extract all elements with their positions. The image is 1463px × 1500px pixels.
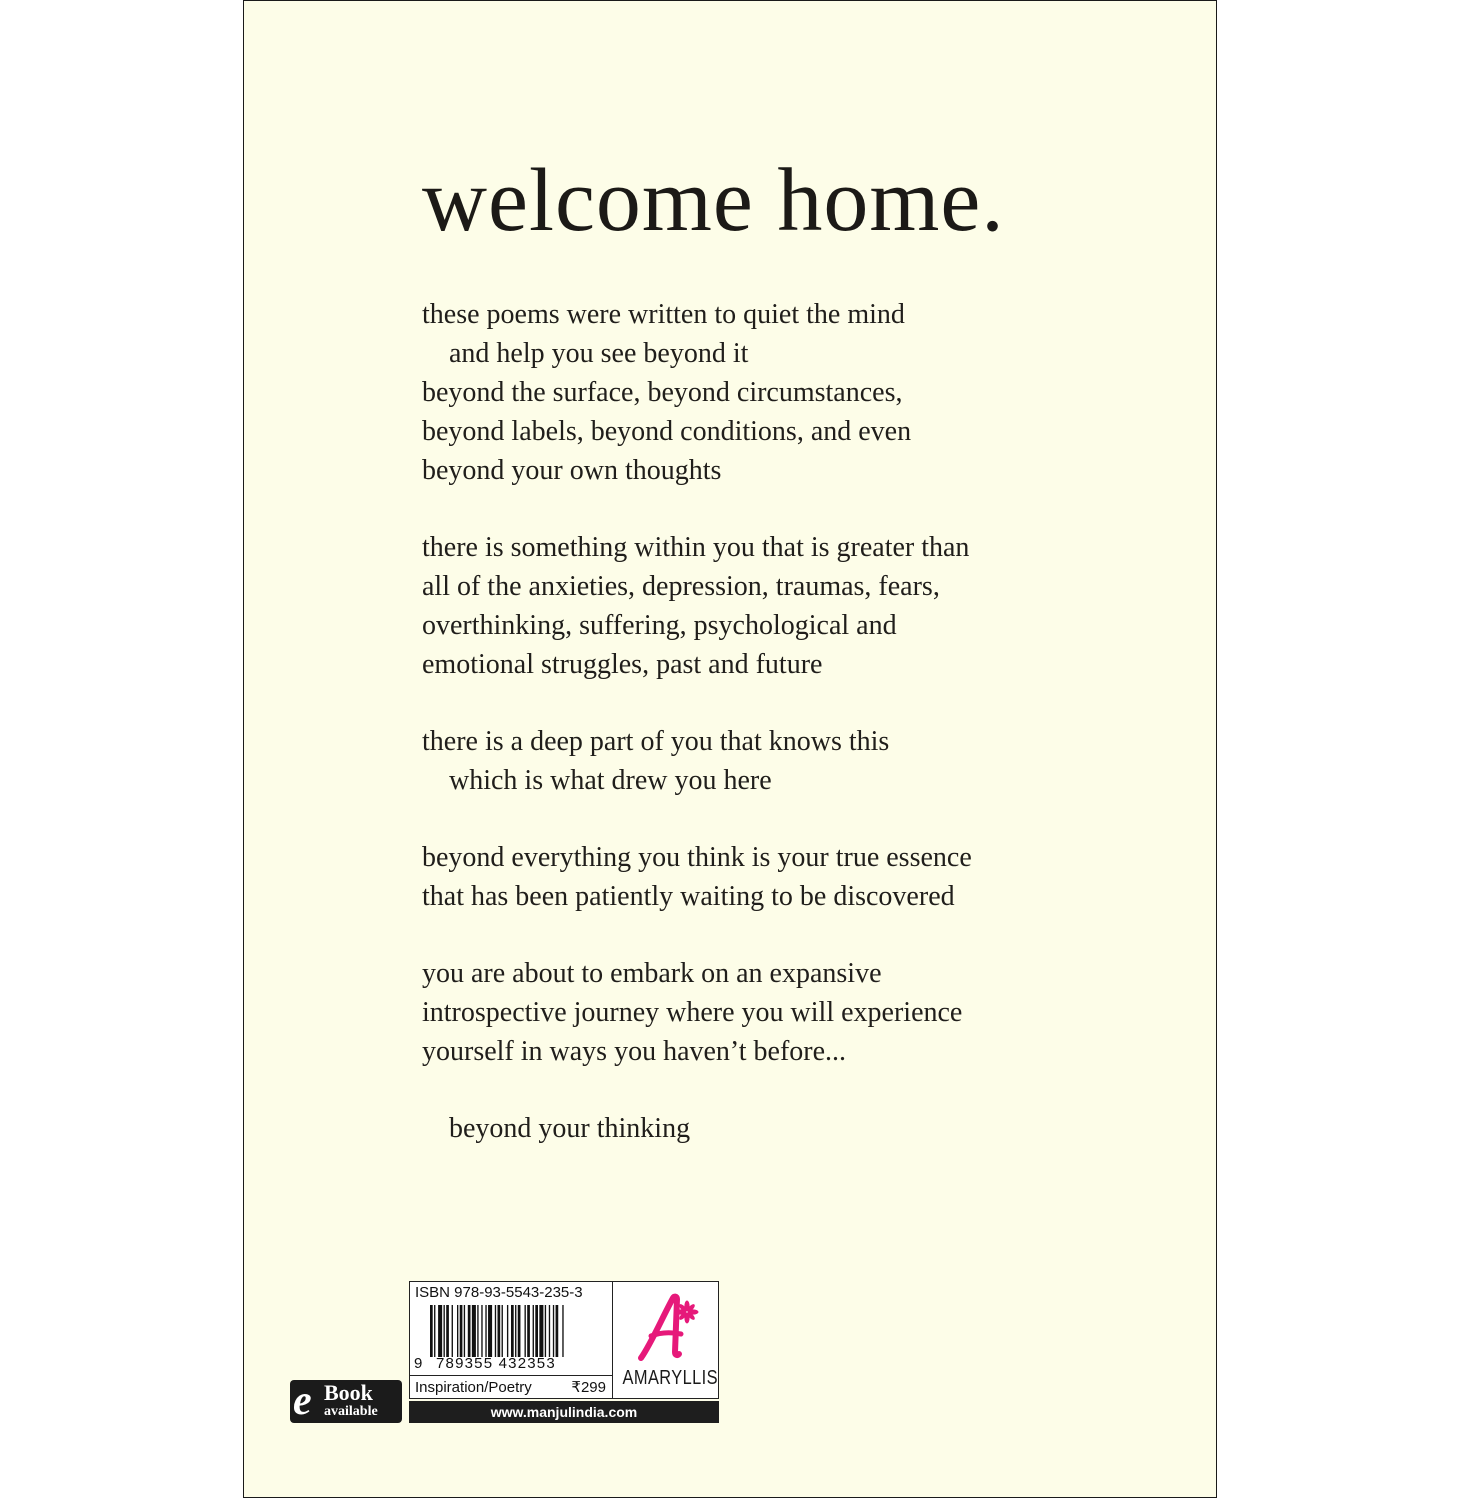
ebook-word: Book: [324, 1380, 373, 1405]
poem-line: emotional struggles, past and future: [422, 649, 823, 680]
ebook-subtitle: available: [324, 1404, 378, 1419]
poem-stanza: [422, 528, 1042, 684]
poem-line: overthinking, suffering, psychological and: [422, 610, 897, 641]
publisher-website: www.manjulindia.com: [409, 1401, 719, 1423]
poem-line: beyond the surface, beyond circumstances,: [422, 377, 903, 408]
poem-line: these poems were written to quiet the mind: [422, 299, 905, 330]
poem-line: which is what drew you here: [449, 765, 772, 796]
poem-line: you are about to embark on an expansive: [422, 958, 882, 989]
barcode-lead-digit: 9: [414, 1355, 423, 1372]
barcode-digits: 789355 432353: [436, 1355, 556, 1372]
amaryllis-logo-icon: [633, 1292, 699, 1362]
publisher-logo-panel: [613, 1281, 719, 1399]
poem-stanza: [422, 1109, 1042, 1148]
poem-line: beyond labels, beyond conditions, and even: [422, 416, 912, 447]
divider: [410, 1375, 612, 1376]
book-price: ₹299: [571, 1379, 606, 1396]
barcode-icon: [430, 1305, 608, 1357]
poem-line: introspective journey where you will experience: [422, 997, 963, 1028]
poem-stanza: [422, 295, 1042, 490]
ebook-letter: e: [293, 1378, 312, 1424]
poem-line: there is a deep part of you that knows this: [422, 726, 890, 757]
poem-line: and help you see beyond it: [449, 338, 749, 369]
poem-stanza: [422, 722, 1042, 800]
blurb-poem: [422, 295, 1042, 1186]
poem-line: there is something within you that is greater than: [422, 532, 970, 563]
poem-stanza: [422, 838, 1042, 916]
poem-line: that has been patiently waiting to be discovered: [422, 881, 955, 912]
poem-line: beyond your own thoughts: [422, 455, 722, 486]
cover-title: welcome home.: [422, 151, 1005, 250]
isbn-label: ISBN 978-93-5543-235-3: [415, 1284, 583, 1301]
poem-line: yourself in ways you haven’t before...: [422, 1036, 847, 1067]
poem-stanza: [422, 954, 1042, 1071]
poem-line: all of the anxieties, depression, traumas, fears,: [422, 571, 940, 602]
book-category: Inspiration/Poetry: [415, 1379, 532, 1396]
publisher-name: AMARYLLIS: [622, 1367, 718, 1389]
book-back-cover: [243, 0, 1217, 1498]
poem-line: beyond your thinking: [449, 1113, 691, 1144]
ebook-available-badge: [290, 1380, 402, 1423]
barcode-panel: [409, 1281, 613, 1399]
poem-line: beyond everything you think is your true essence: [422, 842, 972, 873]
